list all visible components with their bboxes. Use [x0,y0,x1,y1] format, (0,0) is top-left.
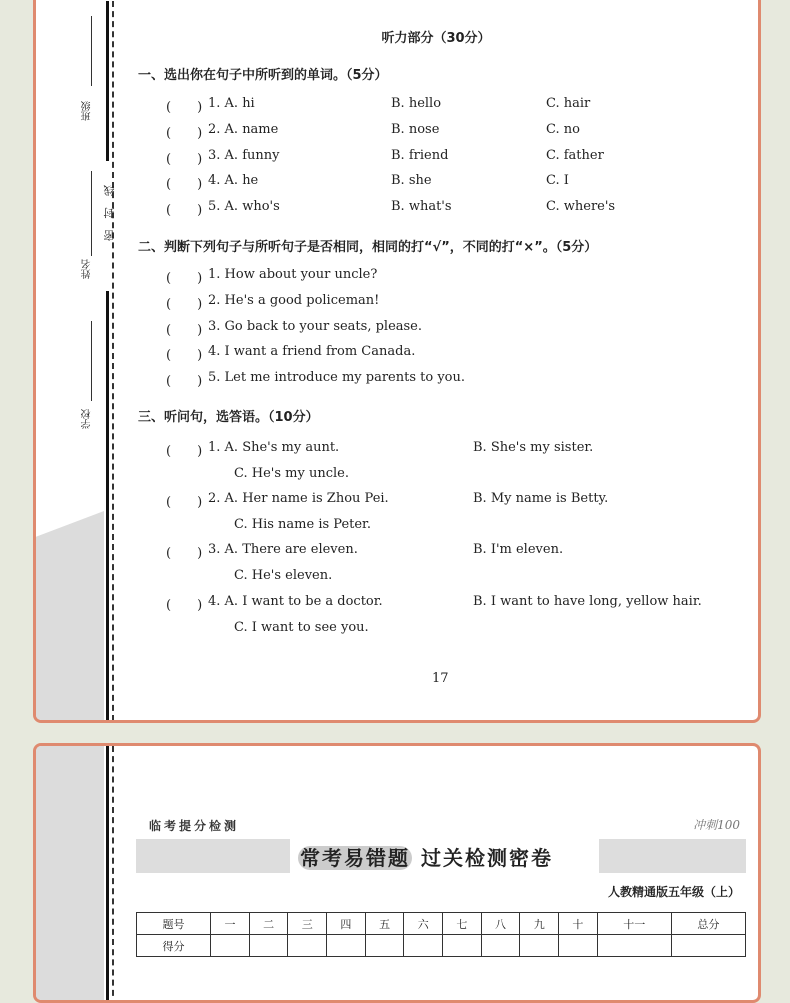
school-label: 学校 [82,409,93,429]
brand-label: 冲刺100 [693,818,740,832]
option-c: C. where's [546,199,616,214]
option-a: 4. A. I want to be a doctor. [208,594,383,609]
score-cell[interactable] [443,935,482,957]
answer-blank[interactable]: ( ) [166,546,203,561]
table-header-cell: 五 [365,913,404,935]
option-a: 2. A. Her name is Zhou Pei. [208,491,389,506]
exam-page-17 [33,0,761,723]
banner-box [136,839,290,873]
table-header-cell: 九 [520,913,559,935]
edition-label: 人教精通版五年级（上） [607,885,740,899]
table-header-cell: 八 [481,913,520,935]
option-c: C. no [546,122,580,137]
score-cell[interactable] [211,935,250,957]
table-header-cell: 十一 [597,913,671,935]
table-header-cell: 题号 [137,913,211,935]
banner-box [599,839,746,873]
table-header-cell: 七 [443,913,482,935]
table-header-cell: 总分 [671,913,745,935]
option-c: C. hair [546,96,591,111]
score-cell[interactable] [249,935,288,957]
page-number: 17 [432,671,449,686]
binding-line [106,746,109,1003]
score-table [136,912,746,957]
option-b: B. what's [391,199,452,214]
table-header-cell: 三 [288,913,327,935]
answer-blank[interactable]: ( ) [166,444,203,459]
option-b: B. My name is Betty. [473,491,609,506]
cut-line [112,0,114,723]
decorative-shade [36,746,104,1003]
score-cell[interactable] [520,935,559,957]
cut-line [112,746,114,1003]
option-c: C. I want to see you. [234,620,369,635]
answer-blank[interactable]: ( ) [166,348,203,363]
score-cell[interactable] [404,935,443,957]
option-a: 3. A. funny [208,148,280,163]
option-a: 1. A. hi [208,96,255,111]
name-label: 姓名 [82,259,93,279]
title-main: 过关检测密卷 [420,846,553,870]
score-cell[interactable] [559,935,598,957]
option-a: 3. Go back to your seats, please. [208,319,423,334]
answer-blank[interactable]: ( ) [166,374,203,389]
option-a: 1. How about your uncle? [208,267,378,282]
decorative-shade [36,511,104,723]
table-header-cell: 一 [211,913,250,935]
table-header-cell: 二 [249,913,288,935]
section-heading: 一、选出你在句子中所听到的单词。（5分） [138,68,388,83]
option-b: B. hello [391,96,442,111]
option-c: C. father [546,148,604,163]
answer-blank[interactable]: ( ) [166,100,203,115]
score-cell[interactable] [671,935,745,957]
option-a: 2. A. name [208,122,279,137]
option-a: 3. A. There are eleven. [208,542,358,557]
answer-blank[interactable]: ( ) [166,152,203,167]
option-a: 4. I want a friend from Canada. [208,344,416,359]
option-b: B. friend [391,148,449,163]
binding-line [106,291,109,723]
section-title: 听力部分（30分） [381,31,491,46]
answer-blank[interactable]: ( ) [166,271,203,286]
score-cell[interactable] [327,935,366,957]
table-header-cell: 四 [327,913,366,935]
answer-blank[interactable]: ( ) [166,297,203,312]
score-row-label: 得分 [137,935,211,957]
option-c: C. He's eleven. [234,568,333,583]
option-b: B. I'm eleven. [473,542,564,557]
table-header-cell: 十 [559,913,598,935]
name-blank [91,171,92,256]
school-blank [91,321,92,401]
answer-blank[interactable]: ( ) [166,598,203,613]
paper-title [298,842,553,871]
score-cell[interactable] [597,935,671,957]
score-cell[interactable] [481,935,520,957]
option-c: C. I [546,173,569,188]
section-heading: 二、判断下列句子与所听句子是否相同，相同的打“√”，不同的打“×”。（5分） [138,240,598,255]
option-a: 2. He's a good policeman! [208,293,380,308]
answer-blank[interactable]: ( ) [166,126,203,141]
table-header-cell: 六 [404,913,443,935]
option-a: 5. A. who's [208,199,280,214]
series-label: 临考提分检测 [149,819,240,833]
option-c: C. His name is Peter. [234,517,371,532]
option-b: B. nose [391,122,440,137]
answer-blank[interactable]: ( ) [166,323,203,338]
answer-blank[interactable]: ( ) [166,203,203,218]
binding-line [106,1,109,161]
answer-blank[interactable]: ( ) [166,177,203,192]
answer-blank[interactable]: ( ) [166,495,203,510]
title-highlight: 常考易错题 [300,846,410,870]
option-a: 5. Let me introduce my parents to you. [208,370,466,385]
score-cell[interactable] [288,935,327,957]
seal-label: 密 封 线 [103,181,116,241]
option-b: B. She's my sister. [473,440,594,455]
exam-cover-page [33,743,761,1003]
class-label: 班级 [82,101,93,121]
option-a: 4. A. he [208,173,259,188]
option-a: 1. A. She's my aunt. [208,440,340,455]
option-b: B. I want to have long, yellow hair. [473,594,702,609]
score-cell[interactable] [365,935,404,957]
section-heading: 三、听问句，选答语。（10分） [138,410,319,425]
option-c: C. He's my uncle. [234,466,349,481]
option-b: B. she [391,173,432,188]
